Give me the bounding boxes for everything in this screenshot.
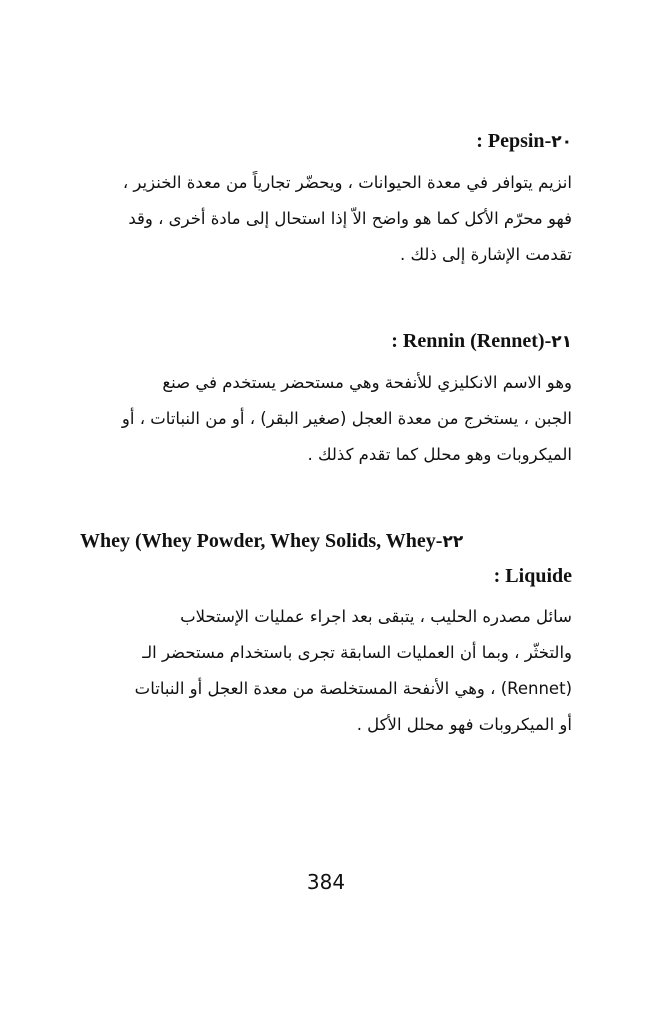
entry-body — [80, 365, 572, 473]
entry-body — [80, 599, 572, 743]
body-line: انزيم يتوافر في معدة الحيوانات ، ويحضّر تجارياً من معدة الخنزير ، — [122, 173, 572, 192]
body-line: وهو الاسم الانكليزي للأنفحة وهي مستحضر يستخدم في صنع — [162, 373, 572, 392]
entry-number: ٢٢ — [442, 532, 464, 552]
body-line: الميكروبات وهو محلل كما تقدم كذلك . — [307, 445, 572, 464]
entry-heading-line — [80, 559, 572, 593]
entry-body — [80, 165, 572, 273]
body-line: الجبن ، يستخرج من معدة العجل (صغير البقر) ، أو من النباتات ، أو — [121, 409, 572, 428]
body-line: سائل مصدره الحليب ، يتبقى بعد اجراء عمليات الإستحلاب — [180, 607, 572, 626]
entry-heading: ٢٠-: Pepsin — [476, 130, 572, 152]
entry-number: ٢٠ — [551, 132, 572, 152]
body-line: والتخثّر ، وبما أن العمليات السابقة تجرى باستخدام مستحضر الـ — [142, 643, 572, 662]
entry-heading: ٢١-: Rennin (Rennet) — [391, 330, 572, 352]
body-line: فهو محرّم الأكل كما هو واضح الاّ إذا استحال إلى مادة أخرى ، وقد — [128, 209, 572, 228]
body-line: أو الميكروبات فهو محلل الأكل . — [356, 715, 572, 734]
entry-rennin — [80, 324, 572, 473]
entry-term-continued: : Liquide — [493, 565, 572, 587]
entry-pepsin — [80, 124, 572, 273]
body-line: تقدمت الإشارة إلى ذلك . — [400, 245, 572, 264]
page-number: 384 — [306, 870, 346, 894]
entry-number: ٢١ — [551, 332, 572, 352]
entry-heading — [80, 524, 572, 593]
entry-whey — [80, 524, 572, 743]
entry-heading-line: Whey (Whey Powder, Whey Solids, Whey-٢٢ — [80, 530, 464, 552]
body-line: (Rennet) ، وهي الأنفحة المستخلصة من معدة العجل أو النباتات — [134, 679, 572, 698]
entry-term: Whey (Whey Powder, Whey Solids, Whey — [80, 530, 436, 552]
entry-term: : Rennin (Rennet) — [391, 330, 545, 352]
entry-term: : Pepsin — [476, 130, 545, 152]
